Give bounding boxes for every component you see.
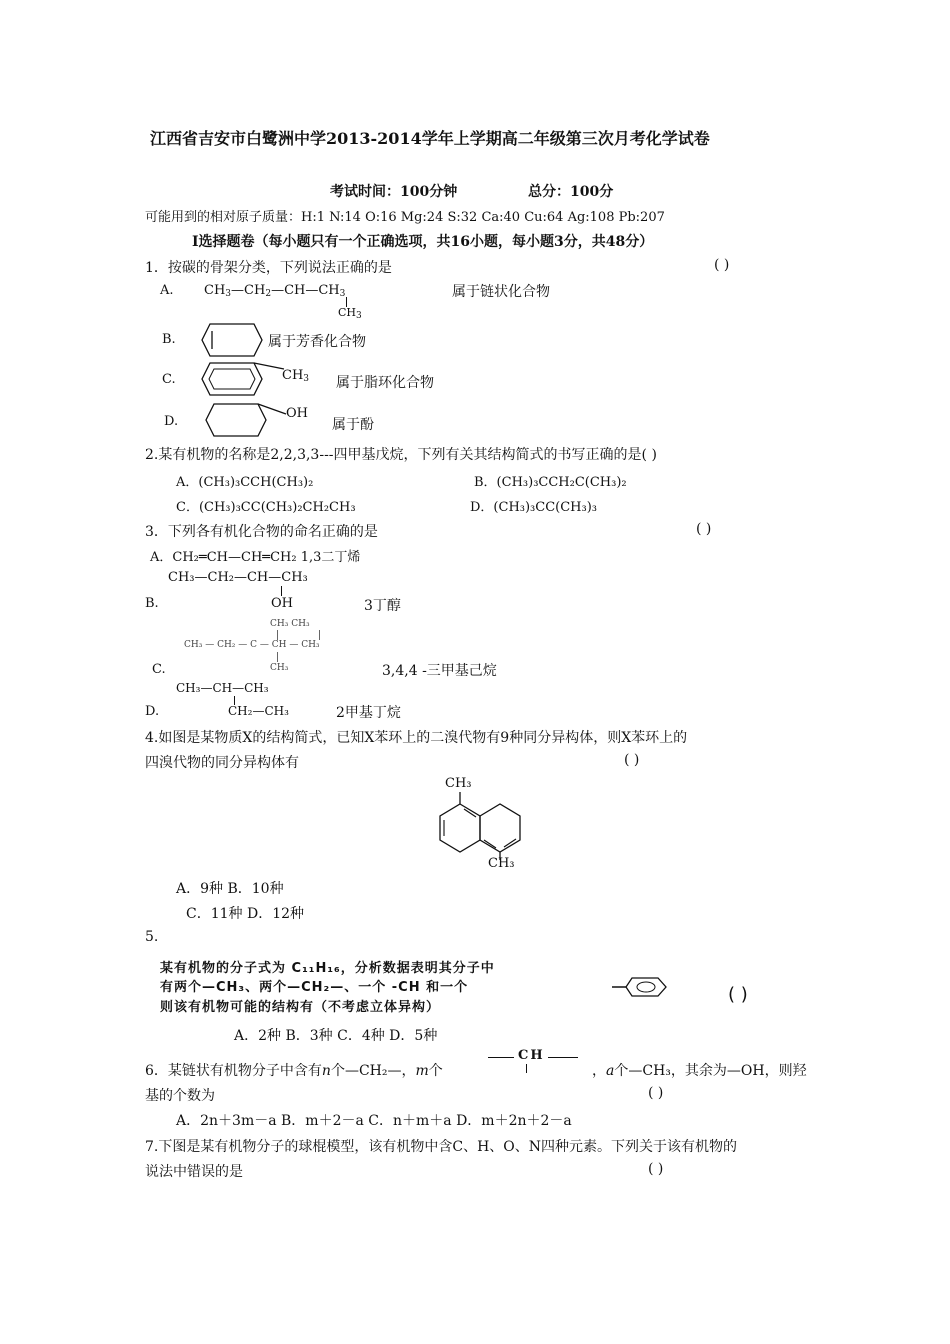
q1-answer-paren: ( ) bbox=[714, 257, 730, 273]
q3-option-b-name: 3丁醇 bbox=[364, 598, 401, 614]
q1-option-b-text: 属于芳香化合物 bbox=[268, 334, 366, 350]
exam-time: 考试时间：100分钟 bbox=[330, 184, 458, 200]
q1-option-d-hydroxyl: OH bbox=[286, 406, 308, 421]
q3-option-d-branch: CH₂—CH₃ bbox=[228, 704, 289, 718]
q3-option-c-bond-up2 bbox=[319, 630, 320, 640]
q3-option-c-bond-up bbox=[277, 630, 278, 640]
q2-option-c: C．(CH₃)₃CC(CH₃)₂CH₂CH₃ bbox=[176, 500, 356, 515]
q5-image-paren: ( ) bbox=[728, 984, 748, 1005]
q3-answer-paren: ( ) bbox=[696, 521, 712, 537]
q3-option-d-label: D. bbox=[145, 704, 160, 719]
q6-line1-end: ，a个—CH₃，其余为—OH，则羟 bbox=[592, 1063, 807, 1079]
q3-option-b-bond bbox=[281, 586, 282, 596]
q1-option-c-methyl: $CH_3$ bbox=[282, 368, 310, 384]
q3-option-d-formula: CH₃—CH—CH₃ bbox=[176, 681, 269, 695]
q3-option-b-label: B. bbox=[145, 596, 159, 611]
q1-option-c-label: C. bbox=[162, 372, 176, 387]
q1-option-a-text: 属于链状化合物 bbox=[452, 284, 550, 300]
q7-line2: 说法中错误的是 bbox=[145, 1164, 243, 1180]
q1-option-d-ring bbox=[204, 402, 294, 438]
q4-options-ab: A．9种 B．10种 bbox=[176, 881, 284, 897]
q3-option-b-formula: CH₃—CH₂—CH—CH₃ bbox=[168, 570, 308, 585]
q6-answer-paren: ( ) bbox=[648, 1085, 664, 1101]
exam-title: 江西省吉安市白鹭洲中学2013-2014学年上学期高二年级第三次月考化学试卷 bbox=[150, 129, 710, 148]
q6-options: A．2n＋3m－a B．m＋2－a C．n＋m＋a D．m＋2n＋2－a bbox=[176, 1113, 572, 1129]
atomic-masses: 可能用到的相对原子质量：H:1 N:14 O:16 Mg:24 S:32 Ca:40 Cu:64 Ag:108 Pb:207 bbox=[145, 210, 665, 225]
q4-options-cd: C．11种 D．12种 bbox=[186, 906, 305, 922]
q3-option-a: A．CH₂═CH—CH═CH₂ 1,3二丁烯 bbox=[150, 550, 361, 565]
q4-methyl-bottom: CH₃ bbox=[488, 856, 515, 871]
q1-option-b-label: B. bbox=[162, 332, 176, 347]
q3-option-d-name: 2甲基丁烷 bbox=[336, 705, 401, 721]
q1-option-a-label: A. bbox=[160, 283, 174, 298]
q5-image-line2: 有两个—CH₃、两个—CH₂—、一个 -CH 和一个 bbox=[160, 980, 469, 995]
q1-stem: 1．按碳的骨架分类，下列说法正确的是 bbox=[145, 260, 392, 276]
exam-total-score: 总分：100分 bbox=[528, 184, 614, 200]
q1-option-d-label: D. bbox=[164, 414, 179, 429]
q2-option-b: B．(CH₃)₃CCH₂C(CH₃)₂ bbox=[474, 475, 627, 490]
q4-naphthalene-structure bbox=[420, 790, 530, 860]
q6-ch-group bbox=[488, 1050, 588, 1076]
q2-stem: 2.某有机物的名称是2,2,3,3---四甲基戊烷，下列有关其结构简式的书写正确的是( ) bbox=[145, 447, 657, 463]
q4-stem-line1: 4.如图是某物质X的结构简式，已知X苯环上的二溴代物有9种同分异构体，则X苯环上的 bbox=[145, 730, 688, 746]
q3-option-c-name: 3,4,4 -三甲基己烷 bbox=[382, 663, 497, 679]
q4-stem-line2: 四溴代物的同分异构体有 bbox=[145, 755, 299, 771]
q2-option-d: D．(CH₃)₃CC(CH₃)₃ bbox=[470, 500, 598, 515]
q5-image-line1: 某有机物的分子式为 C₁₁H₁₆，分析数据表明其分子中 bbox=[160, 961, 495, 976]
q1-option-c-text: 属于脂环化合物 bbox=[336, 375, 434, 391]
q3-stem: 3．下列各有机化合物的命名正确的是 bbox=[145, 524, 378, 540]
q3-option-c-bond-down bbox=[277, 652, 278, 662]
q7-answer-paren: ( ) bbox=[648, 1161, 664, 1177]
q4-answer-paren: ( ) bbox=[624, 752, 640, 768]
q5-phenyl-icon bbox=[612, 976, 678, 998]
q5-image-line3: 则该有机物可能的结构有（不考虑立体异构） bbox=[160, 1000, 441, 1015]
q3-option-c-label: C. bbox=[152, 662, 166, 677]
q3-option-c-top-methyls: CH₃ CH₃ bbox=[270, 619, 310, 629]
q1-option-a-branch: $CH_3$ bbox=[338, 306, 362, 321]
q3-option-b-hydroxyl: OH bbox=[271, 596, 293, 611]
q5-number: 5. bbox=[145, 929, 159, 945]
section-title: I选择题卷（每小题只有一个正确选项，共16小题，每小题3分，共48分） bbox=[192, 234, 654, 250]
q3-option-c-bottom-methyl: CH₃ bbox=[270, 663, 289, 673]
q6-line2: 基的个数为 bbox=[145, 1088, 215, 1104]
q1-option-a-formula: $CH_3—CH_2—CH—CH_3$ bbox=[204, 283, 346, 299]
q5-options: A．2种 B．3种 C．4种 D．5种 bbox=[234, 1028, 438, 1044]
q3-option-c-main-chain: CH₃ — CH₂ — C — CH — CH₃ bbox=[184, 640, 320, 650]
q4-methyl-top: CH₃ bbox=[445, 776, 472, 791]
q6-line1: 6．某链状有机物分子中含有n个—CH₂—，m个 bbox=[145, 1063, 443, 1079]
q6-ch-label: CH bbox=[518, 1048, 545, 1063]
q7-line1: 7.下图是某有机物分子的球棍模型，该有机物中含C、H、O、N四种元素。下列关于该有机物的 bbox=[145, 1139, 738, 1155]
q1-option-b-ring bbox=[200, 322, 264, 358]
q1-option-d-text: 属于酚 bbox=[332, 417, 374, 433]
q2-option-a: A．(CH₃)₃CCH(CH₃)₂ bbox=[176, 475, 314, 490]
